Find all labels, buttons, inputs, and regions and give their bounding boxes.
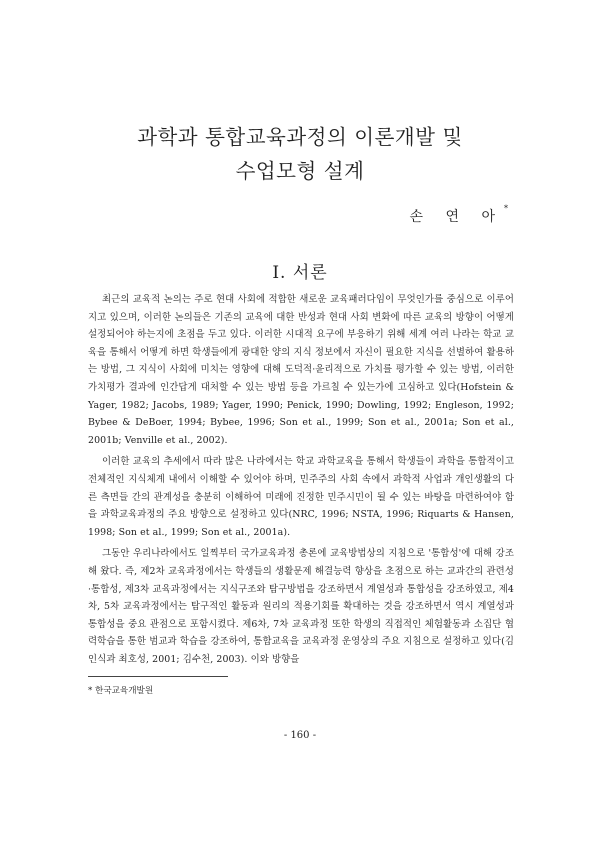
footnote-divider <box>88 676 228 677</box>
paragraph-3: 그동안 우리나라에서도 일찍부터 국가교육과정 총론에 교육방법상의 지침으로 '통합성'에 대해 강조해 왔다. 즉, 제2차 교육과정에서는 학생들의 생활문제 해결능력 향상을 초점으로 하는 교과간의 관련성·통합성, 제3차 교육과정에서는 지식구조와 탐구방법을 강조하면서 계열성과 통합성을 강조하였고, 제4차, 5차 교육과정에서는 탐구적인 활동과 원리의 적용기회를 확대하는 것을 강조하면서 역시 계열성과 통합성을 중요 관점으로 포함시켰다. 제6차, 7차 교육과정 또한 학생의 직접적인 체험활동과 소집단 협력학습을 통한 범교과 학습을 강조하여, 통합교육을 교육과정 운영상의 주요 지침으로 설정하고 있다(김인식과 최호성, 2001; 김수천, 2003). 이와 방향을 <box>88 548 514 665</box>
page-number: - 160 - <box>283 730 317 741</box>
author-footnote-mark: * <box>504 204 508 213</box>
author-name: 손 연 아 <box>409 209 504 225</box>
paper-title-line-2: 수업모형 설계 <box>235 159 365 183</box>
author <box>410 206 508 226</box>
section-heading: Ⅰ. 서론 <box>272 263 328 283</box>
paragraph-1: 최근의 교육적 논의는 주로 현대 사회에 적합한 새로운 교육패러다임이 무엇인가를 중심으로 이루어지고 있으며, 이러한 논의들은 기존의 교육에 대한 반성과 현대 사회 변화에 따른 교육의 방향이 어떻게 설정되어야 하는지에 초점을 두고 있다. 이러한 시대적 요구에 부응하기 위해 세계 여러 나라는 학교 교육을 통해서 어떻게 하면 학생들에게 광대한 양의 지식 정보에서 자신이 필요한 지식을 선별하여 활용하는 방법, 그 지식이 사회에 미치는 영향에 대해 도덕적·윤리적으로 가치를 평가할 수 있는 방법, 이러한 가치평가 결과에 인간답게 대처할 수 있는 방법 등을 가르칠 수 있는가에 고심하고 있다(Hofstein & Yager, 1982; Jacobs, 1989; Yager, 1990; Penick, 1990; Dowling, 1992; Engleson, 1992; Bybee & DeBoer, 1994; Bybee, 1996; Son et al., 1999; Son et al., 2001a; Son et al., 2001b; Venville et al., 2002). <box>88 294 514 446</box>
body-text <box>88 291 514 672</box>
paragraph-2: 이러한 교육의 추세에서 따라 많은 나라에서는 학교 과학교육을 통해서 학생들이 과학을 통합적이고 전체적인 지식체계 내에서 이해할 수 있어야 하며, 민주주의 사회 속에서 과학적 사업과 개인생활의 다른 측면들 간의 관계성을 충분히 이해하여 미래에 진정한 민주시민이 될 수 있는 바탕을 마련하여야 함을 과학교육과정의 주요 방향으로 설정하고 있다(NRC, 1996; NSTA, 1996; Riquarts & Hansen, 1998; Son et al., 1999; Son et al., 2001a). <box>88 456 514 538</box>
footnote: * 한국교육개발원 <box>88 686 154 696</box>
paper-title-line-1: 과학과 통합교육과정의 이론개발 및 <box>137 125 463 149</box>
